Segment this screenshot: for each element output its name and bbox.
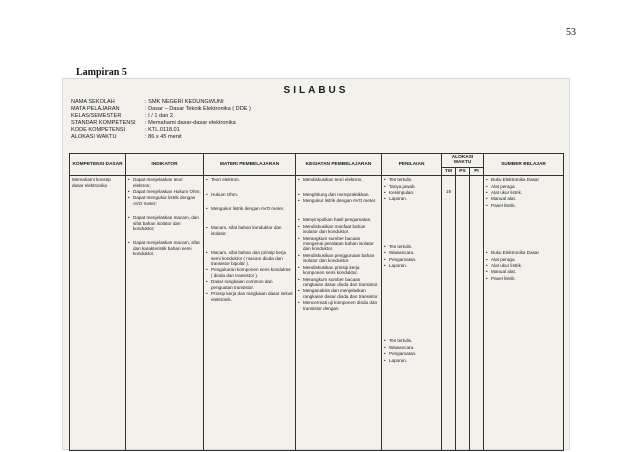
syllabus-table (69, 153, 564, 451)
list-item: • Laporan. (384, 358, 439, 363)
meta-value: : SMK NEGERI KEDUNGWUNI (145, 99, 224, 106)
header-alokasi-waktu: ALOKASI WAKTU (442, 154, 484, 168)
list-item: • Dapat menjelaskan macam, sifat dan karakteristik bahan semi konduktor. (128, 240, 201, 256)
list-item: • Pengamatan. (384, 257, 439, 262)
list-item: • Menganalisis dan menjelaskan rangkaian dasar dioda dan transistor. (298, 288, 379, 299)
meta-row-standard (71, 120, 251, 127)
syllabus-meta (71, 99, 251, 141)
cell-pi (470, 176, 484, 451)
meta-key: NAMA SEKOLAH (71, 99, 115, 105)
list-item: • Alat peraga (486, 257, 561, 262)
cell-penilaian (382, 176, 442, 451)
list-item: • Mendiskusikan prinsip kerja komponen semi konduktor. (298, 265, 379, 276)
cell-sumber-belajar (484, 176, 564, 451)
appendix-label: Lampiran 5 (76, 67, 127, 78)
meta-row-school (71, 99, 251, 106)
list-item: • Dapat mengukur listrik dengan AVO meter; (128, 195, 201, 206)
kompetensi-dasar-text: Memahami konsep dasar elektronika (72, 177, 111, 188)
list-item: • Mengukur listrik dengan AVO meter. (298, 198, 379, 203)
cell-tm (442, 176, 456, 451)
list-item: • Merangkum sumber bacaan mengenai peralatan bahan isolator dan konduktor. (298, 236, 379, 252)
list-item: • Panel listrik. (486, 276, 561, 281)
header-tm: TM (442, 167, 456, 175)
list-item: • Menghitung dan mempraktikkan. (298, 192, 379, 197)
list-item: • Buku Elektronika Dasar (486, 177, 561, 182)
list-item: • Manual alat. (486, 196, 561, 201)
meta-key: KODE KOMPETENSI (71, 127, 126, 133)
list-item: • Mencermati uji komponen dioda dan transistor dengan (298, 300, 379, 311)
cell-indikator (126, 176, 204, 451)
list-item: • Menyimpulkan hasil pengamatan. (298, 217, 379, 222)
header-ps: PS (456, 167, 470, 175)
list-item: • Dapat menjelaskan teori elektron; (128, 177, 201, 188)
list-item: • Manual alat. (486, 269, 561, 274)
header-kompetensi-dasar: KOMPETENSI DASAR (70, 154, 126, 176)
list-item: • Macam, sifat bahan dan prinsip kerja semi konduktor ( macam dioda dan transistor bipolar ). (206, 250, 293, 266)
meta-key: ALOKASI WAKTU (71, 134, 117, 140)
meta-key: STANDAR KOMPETENSI (71, 120, 136, 126)
list-item: • Hukum Ohm. (206, 192, 293, 197)
meta-value: : Memahami dasar-dasar elektronika (145, 120, 236, 127)
list-item: • Pengukuran komponen semi konduktor ( dioda dan transistor ). (206, 267, 293, 278)
cell-materi (204, 176, 296, 451)
page-number: 53 (566, 27, 576, 38)
list-item: • Prinsip kerja dan rangkaian dasar sirkuit elektronik. (206, 291, 293, 302)
meta-row-class (71, 113, 251, 120)
list-item: • Alat peraga (486, 184, 561, 189)
list-item: • Mengukur listrik dengan AVO meter. (206, 206, 293, 211)
list-item: • Wawancara. (384, 250, 439, 255)
list-item: • Tes tertulis. (384, 338, 439, 343)
list-item: • Laporan. (384, 196, 439, 201)
header-materi: MATERI PEMBELAJARAN (204, 154, 296, 176)
header-kegiatan: KEGIATAN PEMBELAJARAN (296, 154, 382, 176)
cell-ps (456, 176, 470, 451)
table-row (70, 176, 564, 451)
list-item: • Mendiskusikan teori elektron. (298, 177, 379, 182)
list-item: • Kesimpulan. (384, 190, 439, 195)
header-pi: PI (470, 167, 484, 175)
syllabus-title: SILABUS (283, 85, 349, 96)
meta-row-subject (71, 106, 251, 113)
tm-value: 18 (445, 189, 452, 195)
syllabus-scan (62, 78, 570, 450)
meta-value: : KTL.0118.01 (145, 127, 180, 134)
meta-row-code (71, 127, 251, 134)
header-indikator: INDIKATOR (126, 154, 204, 176)
header-penilaian: PENILAIAN (382, 154, 442, 176)
meta-key: MATA PELAJARAN (71, 106, 120, 112)
list-item: • Alat ukur listrik. (486, 190, 561, 195)
list-item: • Mendiskusikan penggunaan bahan isolator dan konduktor. (298, 253, 379, 264)
header-sumber-belajar: SUMBER BELAJAR (484, 154, 564, 176)
meta-value: : Dasar – Dasar Teknik Elektronika ( DDE ) (145, 106, 251, 113)
list-item: • Macam, sifat bahan konduktor dan isolator. (206, 225, 293, 236)
list-item: • Tes tertulis. (384, 177, 439, 182)
list-item: • Dapat menjelaskan macam, dan sifat bahan isolator dan konduktor; (128, 215, 201, 231)
list-item: • Wawancara. (384, 345, 439, 350)
list-item: • Tanya jawab. (384, 184, 439, 189)
meta-key: KELAS/SEMESTER (71, 113, 122, 119)
list-item: • Laporan. (384, 263, 439, 268)
list-item: • Buku Elektronika Dasar (486, 250, 561, 255)
list-item: • Mendiskusikan manfaat bahan isolator dan konduktor. (298, 224, 379, 235)
list-item: • Pengamatan. (384, 351, 439, 356)
list-item: • Merangkum sumber bacaan rangkaian dasar dioda dan transistor. (298, 277, 379, 288)
list-item: • Panel listrik. (486, 203, 561, 208)
cell-kompetensi-dasar (70, 176, 126, 451)
list-item: • Dapat menjelaskan Hukum Ohm; (128, 189, 201, 194)
cell-kegiatan (296, 176, 382, 451)
meta-value: : 86 x 45 menit (145, 134, 182, 141)
list-item: • Dasar rangkaian common dan penguatan transistor. (206, 279, 293, 290)
list-item: • Tes tertulis. (384, 244, 439, 249)
meta-row-time (71, 134, 251, 141)
list-item: • Teori elektron. (206, 177, 293, 182)
list-item: • Alat ukur listrik. (486, 263, 561, 268)
meta-value: : I / 1 dan 2 (145, 113, 173, 120)
